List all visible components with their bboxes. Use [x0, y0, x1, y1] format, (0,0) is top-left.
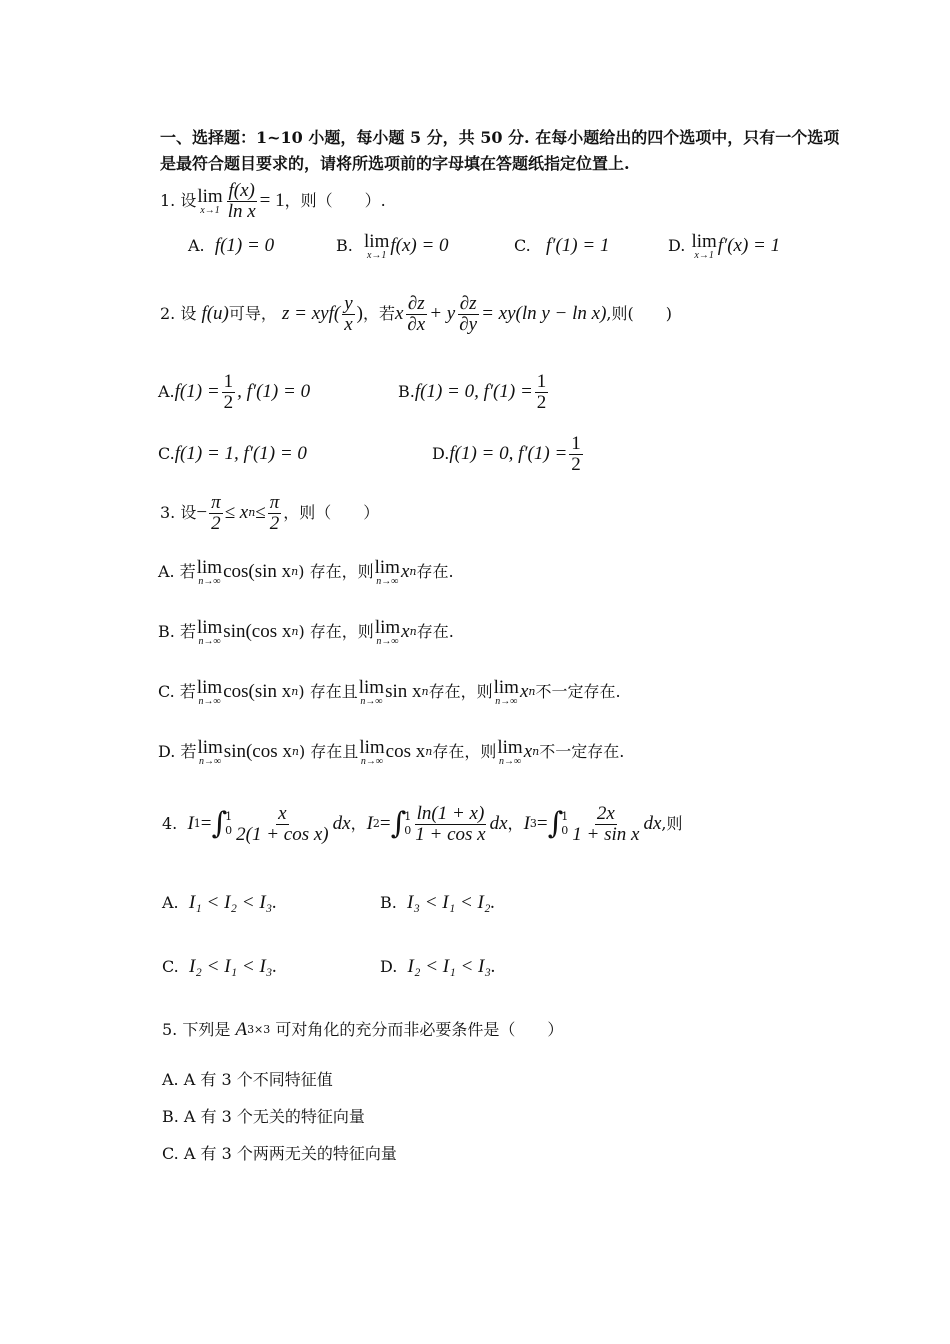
q1-option-b — [336, 226, 449, 266]
q3-d-then: 存在，则 — [432, 742, 497, 761]
q1-option-a — [188, 226, 274, 266]
q2-d-half — [569, 434, 583, 475]
q3-a-lim2-sub: n→∞ — [376, 575, 399, 587]
q3-option-b — [158, 612, 454, 652]
q3-c-lim3-text: lim — [493, 676, 519, 698]
q3-b-end: 存在. — [416, 622, 454, 641]
q3-a-then: ) 存在，则 — [298, 562, 374, 581]
q3-d-lim2 — [359, 738, 384, 767]
q1-tail: ，则（ ）. — [284, 191, 386, 210]
q2-c-text: f(1) = 1, f′(1) = 0 — [174, 443, 307, 464]
q4-ub2: 1 — [404, 809, 412, 823]
q2-tail: ,则( ) — [606, 304, 672, 323]
q4-c-text: I₂ < I₁ < I₃. — [188, 956, 278, 977]
q2-z-close: ) — [356, 303, 363, 324]
q3-pi-1: π — [211, 491, 221, 513]
q2-d-label: D. — [432, 444, 450, 463]
q3-c-then: 存在，则 — [428, 682, 493, 701]
q3-d-lim1-text: lim — [197, 736, 223, 758]
q4-i2: I — [366, 813, 373, 834]
section-header-line1: 一、选择题：1~10 小题，每小题 5 分，共 50 分. 在每小题给出的四个选项中，只有一个选项 — [160, 128, 840, 147]
q3-d-ruo: 若 — [180, 742, 197, 761]
q3-two-2: 2 — [269, 512, 280, 534]
q3-mid: ≤ x — [224, 502, 249, 523]
q2-dz-2: ∂z — [459, 292, 477, 314]
q4-a-text: I₁ < I₂ < I₃. — [188, 892, 278, 913]
q1-denominator: ln x — [227, 200, 256, 222]
q1-a-label: A. — [188, 236, 205, 255]
q3-b-lim1 — [197, 618, 222, 647]
q4-i3: I — [523, 813, 530, 834]
q3-minus: − — [196, 502, 208, 523]
q4-dx2: dx — [489, 813, 508, 834]
q3-c-label: C. — [158, 682, 175, 701]
q2-dx: ∂x — [407, 313, 426, 335]
question-1 — [160, 176, 386, 226]
q3-b-n2: n — [409, 625, 417, 638]
q3-d-n3: n — [532, 745, 540, 758]
q4-comma1: ， — [350, 814, 367, 833]
q2-a-part2: , f′(1) = 0 — [237, 381, 311, 402]
q3-le: ≤ — [255, 502, 266, 523]
q3-tail: ，则（ ） — [283, 503, 380, 522]
q5-option-a: A. A 有 3 个不同特征值 — [162, 1070, 333, 1089]
q2-z-def: z = xyf( — [282, 303, 341, 324]
q2-b-part1: f(1) = 0, f′(1) = — [414, 381, 533, 402]
q2-a-num: 1 — [223, 370, 234, 392]
q4-d-text: I₂ < I₁ < I₃. — [407, 956, 496, 977]
q1-c-label: C. — [514, 236, 531, 255]
q1-lead: 1. 设 — [160, 191, 197, 210]
q2-lead: 2. 设 — [160, 304, 197, 323]
q2-a-den: 2 — [223, 391, 234, 413]
q3-d-lim2-sub: n→∞ — [360, 755, 384, 767]
q3-a-func: cos(sin x — [223, 561, 292, 582]
q4-eq1: = — [200, 813, 212, 834]
q4-i1-sub: 1 — [193, 817, 201, 830]
q3-c-end: 不一定存在. — [535, 682, 621, 701]
q4-eq3: = — [536, 813, 548, 834]
q2-dzdx — [405, 294, 427, 335]
q3-b-ruo: 若 — [179, 622, 196, 641]
q4-i2-sub: 2 — [372, 817, 380, 830]
q3-pi-2: π — [269, 491, 280, 513]
q2-kedao: 可导， — [228, 304, 277, 323]
q4-lb2: 0 — [404, 824, 412, 837]
q4-eq2: = — [379, 813, 391, 834]
question-2 — [160, 286, 672, 342]
q2-a-label: A. — [158, 382, 175, 401]
q1-b-text: f(x) = 0 — [390, 235, 449, 256]
q3-d-end: 不一定存在. — [539, 742, 625, 761]
question-5 — [162, 1016, 563, 1044]
q1-lim-text: lim — [197, 185, 223, 207]
q2-b-num: 1 — [536, 370, 547, 392]
q3-c-lim2-sub: n→∞ — [360, 695, 383, 707]
q3-c-lim3-sub: n→∞ — [495, 695, 518, 707]
q2-d-num: 1 — [571, 432, 581, 454]
q4-n1: x — [278, 802, 287, 824]
q2-dz-1: ∂z — [407, 292, 425, 314]
q3-d-mid: ) 存在且 — [298, 742, 359, 761]
q3-b-n1: n — [291, 625, 299, 638]
q3-pi-half-2 — [268, 493, 282, 534]
q3-a-n1: n — [291, 565, 299, 578]
q1-d-limit — [691, 232, 716, 261]
q2-b-label: B. — [398, 382, 415, 401]
q2-b-half — [535, 372, 549, 413]
q4-frac-3 — [570, 804, 641, 845]
q3-b-then: ) 存在，则 — [298, 622, 374, 641]
q3-c-n2: n — [421, 685, 429, 698]
q3-d-func2: cos x — [385, 741, 426, 762]
q4-d1: 2(1 + cos x) — [236, 823, 329, 845]
q5-lead: 5. 下列是 — [162, 1020, 231, 1039]
q3-two-1: 2 — [211, 512, 221, 534]
q4-option-c — [162, 952, 277, 982]
q3-n: n — [248, 506, 256, 519]
q4-integral-2 — [390, 806, 412, 841]
q4-a-label: A. — [162, 893, 179, 912]
q3-d-n2: n — [425, 745, 433, 758]
q4-lb1: 0 — [225, 824, 233, 837]
q3-d-n1: n — [291, 745, 299, 758]
q5-matrix: A — [235, 1019, 248, 1040]
q5-option-b: B. A 有 3 个无关的特征向量 — [162, 1107, 365, 1126]
q1-d-sub: x→1 — [694, 249, 714, 261]
q2-a-half — [222, 372, 236, 413]
q3-b-label: B. — [158, 622, 175, 641]
q3-pi-half-1 — [209, 493, 223, 534]
q4-tail: ,则 — [661, 814, 683, 833]
integral-icon-1: ∫ — [211, 806, 228, 841]
q1-equals: = 1 — [259, 190, 285, 211]
q3-c-lim1-sub: n→∞ — [198, 695, 221, 707]
q4-option-b — [380, 888, 495, 918]
q1-limit — [197, 187, 222, 216]
q3-c-n3: n — [528, 685, 536, 698]
q3-c-lim2 — [359, 678, 384, 707]
q4-c-label: C. — [162, 957, 179, 976]
q3-a-lim1 — [197, 558, 222, 587]
q3-a-label: A. — [158, 562, 175, 581]
q3-a-lim1-sub: n→∞ — [198, 575, 221, 587]
q4-n3: 2x — [596, 802, 615, 824]
q1-lim-sub: x→1 — [200, 204, 220, 216]
q3-a-lim1-text: lim — [196, 556, 223, 578]
q1-b-limit — [364, 232, 389, 261]
q3-c-func2: sin x — [385, 681, 422, 702]
q2-rhs: = xy(ln y − ln x) — [481, 303, 607, 324]
q1-a-text: f(1) = 0 — [214, 235, 275, 256]
q3-d-func: sin(cos x — [223, 741, 292, 762]
q1-b-label: B. — [336, 236, 353, 255]
q3-d-lim1-sub: n→∞ — [199, 755, 222, 767]
section-header-line2: 是最符合题目要求的，请将所选项前的字母填在答题纸指定位置上. — [160, 154, 630, 173]
q1-numerator: f(x) — [228, 179, 255, 201]
q3-a-end: 存在. — [416, 562, 454, 581]
q2-dzdy — [457, 294, 479, 335]
q3-option-a — [158, 552, 454, 592]
question-4 — [162, 796, 682, 852]
q4-option-d — [380, 952, 496, 982]
q2-option-a — [158, 366, 310, 418]
q3-b-lim2-text: lim — [374, 616, 401, 638]
q3-c-lim3 — [494, 678, 519, 707]
q4-d3: 1 + sin x — [572, 823, 640, 845]
q3-c-lim1-text: lim — [196, 676, 223, 698]
q4-comma2: ， — [507, 814, 524, 833]
q2-dy: ∂y — [459, 313, 478, 335]
integral-icon-2: ∫ — [390, 806, 407, 841]
q3-option-c — [158, 672, 621, 712]
q3-a-x: x — [400, 561, 410, 582]
q4-b-label: B. — [380, 893, 397, 912]
q3-d-lim3-sub: n→∞ — [498, 755, 522, 767]
q3-c-func: cos(sin x — [223, 681, 292, 702]
integral-icon-3: ∫ — [547, 806, 564, 841]
q3-a-lim2-text: lim — [374, 556, 400, 578]
q1-option-d — [668, 226, 780, 266]
q4-integral-1 — [211, 806, 233, 841]
q2-y-over-x — [342, 294, 354, 335]
q2-x-den: x — [344, 313, 353, 335]
q3-d-x: x — [523, 741, 533, 762]
q3-c-ruo: 若 — [179, 682, 196, 701]
q4-d-label: D. — [380, 957, 398, 976]
q4-integral-3 — [547, 806, 569, 841]
q1-d-lim: lim — [691, 230, 717, 252]
q3-c-x: x — [519, 681, 529, 702]
q1-b-sub: x→1 — [366, 249, 387, 261]
q3-option-d — [158, 732, 624, 772]
q5-tail: 可对角化的充分而非必要条件是（ ） — [275, 1020, 564, 1039]
q3-d-lim1 — [197, 738, 222, 767]
q2-option-c — [158, 428, 307, 480]
q2-d-part1: f(1) = 0, f′(1) = — [449, 443, 568, 464]
q3-b-x: x — [401, 621, 410, 642]
q5-option-c: C. A 有 3 个两两无关的特征向量 — [162, 1144, 397, 1163]
q3-a-n2: n — [409, 565, 417, 578]
q2-plus-y: + y — [429, 303, 456, 324]
q1-d-label: D. — [668, 236, 686, 255]
q1-c-text: f′(1) = 1 — [546, 235, 610, 256]
q2-x: x — [394, 303, 404, 324]
q4-dx1: dx — [332, 813, 351, 834]
q2-b-den: 2 — [536, 391, 547, 413]
q3-c-n1: n — [291, 685, 299, 698]
q2-option-d — [432, 428, 585, 480]
q4-lead: 4. — [162, 814, 178, 833]
q3-a-lim2 — [375, 558, 400, 587]
q3-b-lim1-sub: n→∞ — [198, 635, 221, 647]
q4-ub3: 1 — [561, 809, 569, 823]
q2-c-label: C. — [158, 444, 175, 463]
q4-i1: I — [187, 813, 194, 834]
q3-c-lim2-text: lim — [358, 676, 385, 698]
q1-fraction — [226, 181, 258, 222]
q5-matrix-sub: 3×3 — [247, 1023, 271, 1036]
q4-n2: ln(1 + x) — [416, 802, 485, 824]
q3-b-lim1-text: lim — [196, 616, 223, 638]
q3-c-lim1 — [197, 678, 222, 707]
q4-b-text: I₃ < I₁ < I₂. — [407, 892, 496, 913]
q2-y-num: y — [344, 292, 353, 314]
q2-option-b — [398, 366, 550, 418]
q2-d-den: 2 — [571, 453, 581, 475]
q3-b-func: sin(cos x — [223, 621, 292, 642]
q4-frac-1 — [234, 804, 331, 845]
q4-ub1: 1 — [225, 809, 233, 823]
q2-a-part1: f(1) = — [174, 381, 220, 402]
q3-d-lim3 — [497, 738, 522, 767]
q4-dx3: dx — [643, 813, 662, 834]
q1-d-text: f′(x) = 1 — [717, 235, 781, 256]
q4-option-a — [162, 888, 277, 918]
question-3 — [160, 488, 379, 538]
q3-d-label: D. — [158, 742, 176, 761]
q3-lead: 3. 设 — [160, 503, 197, 522]
q1-b-lim: lim — [364, 230, 390, 252]
q1-option-c — [514, 226, 609, 266]
q4-i3-sub: 3 — [529, 817, 537, 830]
q4-frac-2 — [413, 804, 487, 845]
q4-lb3: 0 — [561, 824, 569, 837]
q3-d-lim2-text: lim — [359, 736, 385, 758]
q2-fu: f(u) — [201, 303, 229, 324]
q4-d2: 1 + cos x — [415, 823, 486, 845]
q3-b-lim2 — [375, 618, 400, 647]
q3-d-lim3-text: lim — [497, 736, 523, 758]
q3-c-mid: ) 存在且 — [298, 682, 358, 701]
q3-b-lim2-sub: n→∞ — [376, 635, 399, 647]
q3-a-ruo: 若 — [179, 562, 196, 581]
q2-ruo: ，若 — [362, 304, 395, 323]
